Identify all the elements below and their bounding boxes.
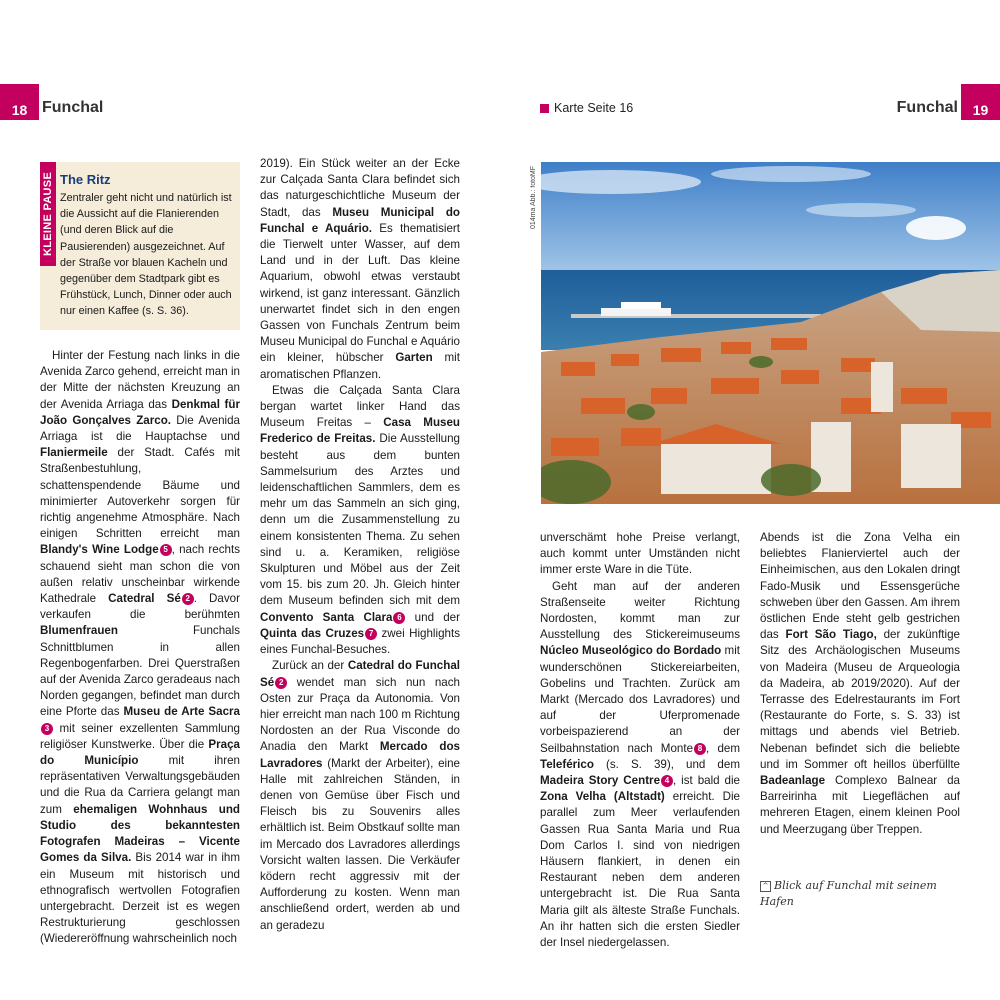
column-4 [760, 530, 960, 838]
photo-credit: 014ma Abb.: fotoMF [530, 165, 537, 230]
right-page-number: 19 [961, 84, 1000, 120]
map-reference [540, 101, 633, 115]
map-square-icon [540, 104, 549, 113]
kleine-pause-box [40, 162, 240, 330]
left-page-number: 18 [0, 84, 39, 120]
paragraph: unverschämt hohe Preise verlangt, auch kommt unter Umständen nicht immer erste Ware in die Tüte. [540, 531, 740, 577]
infobox-title: The Ritz [60, 172, 111, 187]
infobox-tab-label: KLEINE PAUSE [42, 171, 54, 257]
column-1 [40, 348, 240, 948]
left-running-title: Funchal [42, 99, 104, 116]
paragraph: Zurück an der Catedral do Funchal Sé 2 wendet man sich nun nach Osten zur Praça da Autonomia. Von hier erreicht man nach 100 m Richtung Nordosten an der Rua Visconde do Anadia den Markt Mercado dos Lavradores (Markt der Arbeiter), eine Halle mit zahlreichen Ständen, in denen von Gemüse über Fisch und Fleisch bis zu Souvenirs alles erhältlich ist. Beim Obstkauf sollte man im Mercado dos Lavradores allerdings Vorsicht walten lassen. Die Verkäufer ködern recht aggressiv mit der Aufforderung zu kosten. Wenn man anschließend ordert, werden ab und an geradezu [260, 659, 460, 932]
funchal-harbour-photo [541, 162, 1000, 504]
infobox-tab [40, 162, 56, 266]
column-3 [540, 530, 740, 951]
paragraph: 2019). Ein Stück weiter an der Ecke zur Calçada Santa Clara befindet sich das naturgeschichtliche Museum der Stadt, das Museu Municipal do Funchal e Aquário. Es thematisiert die Tierwelt unter Wasser, auf dem Land und in der Luft. Das kleine Aquarium, obwohl etwas verstaubt wirkend, ist ganz interessant. Gänzlich unerwartet findet sich in den engen Gassen von Funchals Zentrum beim Museu Municipal do Funchal e Aquário ein kleiner, hübscher Garten mit aromatischen Pflanzen. [260, 157, 460, 381]
map-marker: 8 [694, 743, 706, 755]
photo-caption [760, 878, 960, 910]
paragraph: Hinter der Festung nach links in die Avenida Zarco gehend, erreicht man in der Mitte der nächsten Kreuzung an der Avenida Arriaga das Denkmal für João Gonçalves Zarco. Die Avenida Arriaga ist die Hauptachse und Flaniermeile der Stadt. Cafés mit Straßenbestuhlung, schattenspendende Bäume und minimierter Autoverkehr sorgen für richtig angenehme Atmosphäre. Nach einigen Schritten erreicht man Blandy's Wine Lodge 5 , nach rechts schauend sieht man schon die von außen relativ unscheinbar wirkende Kathedrale Catedral Sé 2 . Davor verkaufen die berühmten Blumenfrauen Funchals Schnittblumen in allen Regenbogenfarben. Drei Querstraßen auf der Avenida Zarco geradeaus nach Norden gegangen, befindet man durch eine Pforte das Museu de Arte Sacra3 mit seiner exzellenten Sammlung religiöser Kunstwerke. Über die Praça do Município mit ihren repräsentativen Verwaltungsgebäuden und die Rua da Carriera gelangt man zum ehemaligen Wohnhaus und Studio des bekanntesten Fotografen Madeiras – Vicente Gomes da Silva. Bis 2014 war in ihm ein Museum mit historisch und ethnografisch wertvollen Fotografien untergebracht. Derzeit ist es wegen Restrukturierung geschlossen (Wiedereröffnung wahrscheinlich noch [40, 349, 241, 946]
caption-arrow-icon: ^ [760, 881, 771, 892]
column-2 [260, 156, 460, 934]
map-marker: 4 [661, 775, 673, 787]
map-marker: 2 [275, 677, 287, 689]
photo-caption-text: Blick auf Funchal mit seinem Hafen [760, 879, 937, 908]
map-marker: 6 [393, 612, 405, 624]
map-marker: 2 [182, 593, 194, 605]
right-running-title: Funchal [896, 99, 958, 116]
map-marker: 3 [41, 723, 53, 735]
infobox-text: Zentraler geht nicht und natürlich ist die Aussicht auf die Flanierenden (und deren Blick auf die Pausierenden) ausgezeichnet. Auf der Straße vor blauen Kacheln und gegenüber dem Stadtpark gibt es Frühstück, Lunch, Dinner oder auch nur einen Kaffee (s. S. 36). [60, 192, 232, 318]
map-marker: 5 [160, 544, 172, 556]
map-marker: 7 [365, 628, 377, 640]
paragraph: Abends ist die Zona Velha ein beliebtes Flanierviertel auch der Einheimischen, aus den Lokalen dringt Fado-Musik und Essensgerüche schweben über den Gassen. Am ihrem östlichen Ende steht gelb gestrichen das Fort São Tiago, der zukünftige Sitz des Archäologischen Museums von Madeira (Museu de Arqueologia da Madeira, ab 2019/2020). Auf der Terrasse des Edelrestaurants im Fort (Restaurante do Forte, s. S. 33) ist mittags und abends viel Betrieb. Nebenan befindet sich die beliebte und im Sommer oft heillos überfüllte Badeanlage Complexo Balnear da Barreirinha mit Liegeflächen auf mehreren Etagen, einem kleinen Pool und Meerzugang über Treppen. [760, 531, 960, 836]
paragraph: Geht man auf der anderen Straßenseite weiter Richtung Nordosten, kommt man zur Ausstellung des Stickereimuseums Núcleo Museológico do Bordado mit wunderschönen Stickereiarbeiten, Gobelins und Trachten. Zurück am Markt (Mercado dos Lavradores) und auf der Uferpromenade vorbeispazierend an der Seilbahnstation nach Monte 8 , dem Teleférico (s. S. 39), und dem Madeira Story Centre 4 , ist bald die Zona Velha (Altstadt) erreicht. Die parallel zum Meer verlaufenden Gassen Rua Santa Maria und Rua Dom Carlos I. sind von niedrigen Häusern flankiert, in denen ein Restaurant neben dem anderen untergebracht ist. Die Rua Santa Maria gilt als älteste Straße Funchals. An ihr hatten sich die ersten Siedler der Insel niedergelassen. [540, 579, 741, 950]
map-reference-label: Karte Seite 16 [554, 101, 634, 115]
paragraph: Etwas die Calçada Santa Clara bergan wartet linker Hand das Museum Freitas – Casa Museu Frederico de Freitas. Die Ausstellung besteht aus dem bunten Sammelsurium des Arztes und leidenschaftlichen Sammlers, dem es mehr um das Sammeln an sich ging, denn um die Zusammenstellung zu einem konsistenten Thema. Zu sehen sind u. a. Keramiken, religiöse Skulpturen und Möbel aus der Zeit vom 15. bis zum 20. Jh. Gleich hinter dem Museum befinden sich mit dem Convento Santa Clara 6 und der Quinta das Cruzes 7 zwei Highlights eines Funchal-Besuches. [260, 383, 461, 657]
